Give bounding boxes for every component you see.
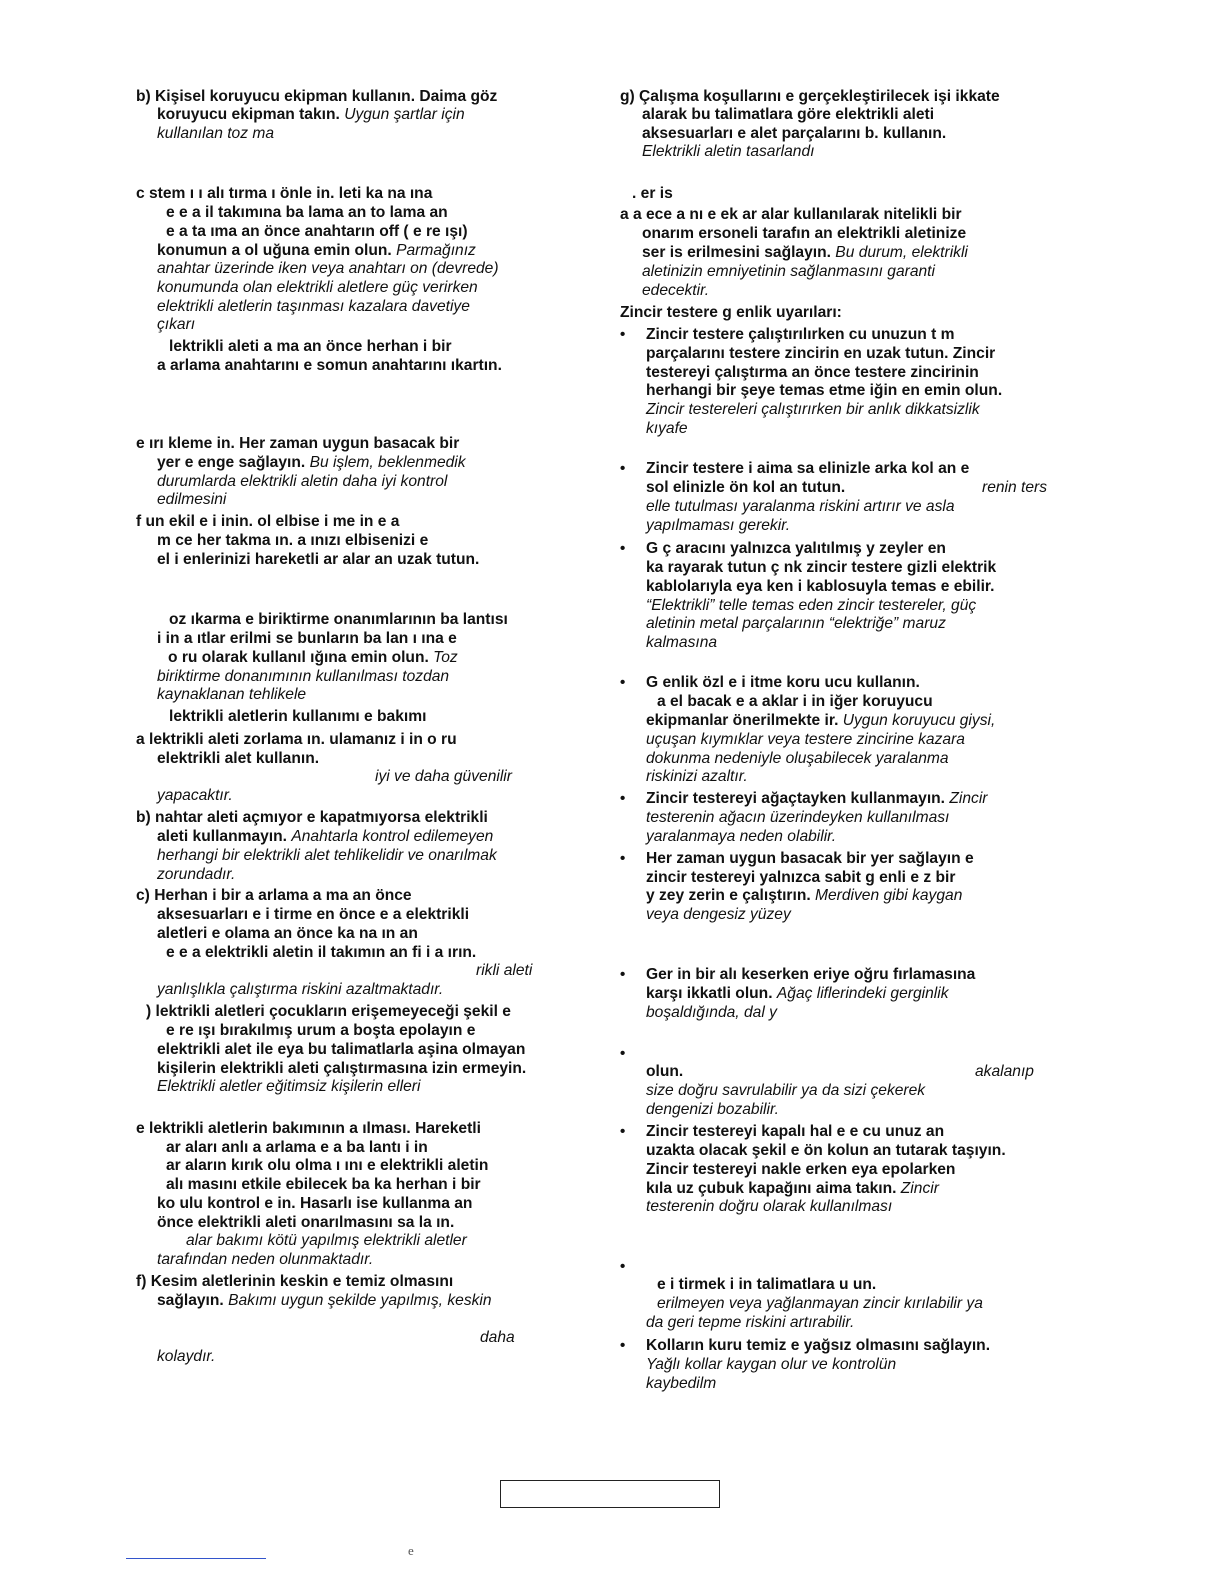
right-text-line [646, 906, 791, 924]
italic-explanation-text: kalmasına [646, 634, 718, 651]
italic-explanation-text: zorundadır. [157, 866, 236, 883]
bold-instruction-text: Zincir testere g enlik uyarıları: [620, 304, 842, 321]
left-text-line [146, 1003, 511, 1021]
right-text-line [620, 304, 842, 322]
italic-explanation-text: rikli aleti [476, 962, 533, 979]
left-text-line [169, 338, 452, 356]
bold-instruction-text: Ger in bir alı keserken eriye oğru fırlamasına [646, 966, 976, 983]
bold-instruction-text: m ce her takma ın. a ınızı elbisenizi e [157, 532, 429, 549]
bold-instruction-text: ka rayarak tutun ç nk zincir testere gizli elektrik [646, 559, 997, 576]
left-text-line [375, 768, 512, 786]
right-text-line [632, 185, 673, 203]
right-text-line [646, 850, 974, 868]
bold-instruction-text: b) Kişisel koruyucu ekipman kullanın. Daima göz [136, 88, 498, 105]
bold-instruction-text: Zincir testere i aima sa elinizle arka kol an e [646, 460, 970, 477]
bold-instruction-text: sol elinizle ön kol an tutun. [646, 479, 846, 496]
right-text-line [646, 731, 965, 749]
right-text-line [642, 106, 934, 124]
left-text-line [136, 731, 457, 749]
right-text-line [642, 263, 935, 281]
italic-explanation-text: testerenin doğru olarak kullanılması [646, 1198, 893, 1215]
italic-explanation-text: uçuşan kıymıklar veya testere zincirine kazara [646, 731, 965, 748]
italic-explanation-text: Anahtarla kontrol edilemeyen [291, 828, 494, 845]
italic-explanation-text: elektrikli aletlerin taşınması kazalara davetiye [157, 298, 470, 315]
bold-instruction-text: aleti kullanmayın. [157, 828, 292, 845]
bold-instruction-text: Zincir testereyi ağaçtayken kullanmayın. [646, 790, 950, 807]
left-text-line [186, 1232, 467, 1250]
italic-explanation-text: iyi ve daha güvenilir [375, 768, 512, 785]
bold-instruction-text: el i enlerinizi hareketli ar alar an uzak tutun. [157, 551, 480, 568]
bold-instruction-text: a el bacak e a aklar i in iğer koruyucu [657, 693, 933, 710]
left-text-line [476, 962, 532, 980]
italic-explanation-text: renin ters [982, 479, 1048, 496]
left-text-line [157, 260, 499, 278]
left-text-line [157, 828, 493, 846]
bold-instruction-text: . er is [632, 185, 673, 202]
left-text-line [157, 473, 447, 491]
italic-explanation-text: Ağaç liflerindeki gerginlik [776, 985, 949, 1002]
right-text-line [646, 326, 955, 344]
right-text-line [646, 1180, 939, 1198]
bullet-dot: • [620, 460, 626, 477]
bold-instruction-text: G ç aracını yalnızca yalıtılmış y zeyler en [646, 540, 946, 557]
bold-instruction-text: Her zaman uygun basacak bir yer sağlayın e [646, 850, 974, 867]
italic-explanation-text: tarafından neden olunmaktadır. [157, 1251, 374, 1268]
italic-explanation-text: Bu durum, elektrikli [835, 244, 968, 261]
italic-explanation-text: kullanılan toz ma [157, 125, 275, 142]
right-text-line [646, 768, 748, 786]
right-text-line [646, 809, 949, 827]
bold-instruction-text: e lektrikli aletlerin bakımının a ılması. Hareketli [136, 1120, 481, 1137]
italic-explanation-text: yapacaktır. [157, 787, 233, 804]
bold-instruction-text: elektrikli alet kullanın. [157, 750, 320, 767]
left-text-line [157, 242, 476, 260]
footer-rule [126, 1558, 266, 1559]
right-text-line [620, 88, 1000, 106]
bold-instruction-text: koruyucu ekipman takın. [157, 106, 345, 123]
italic-explanation-text: Elektrikli aletin tasarlandı [642, 143, 815, 160]
right-text-line [975, 1063, 1034, 1081]
bullet-dot: • [620, 850, 626, 867]
right-text-line [657, 1295, 983, 1313]
bold-instruction-text: kıla uz çubuk kapağını aima takın. [646, 1180, 901, 1197]
bold-instruction-text: ) lektrikli aletleri çocukların erişemeyeceği şekil e [146, 1003, 511, 1020]
right-text-line [646, 1356, 896, 1374]
italic-explanation-text: kaynaklanan tehlikele [157, 686, 307, 703]
italic-explanation-text: daha [480, 1329, 515, 1346]
right-text-line [646, 985, 949, 1003]
left-text-line [157, 1078, 420, 1096]
bold-instruction-text: g) Çalışma koşullarını e gerçekleştirilecek işi ikkate [620, 88, 1000, 105]
bold-instruction-text: elektrikli alet ile eya bu talimatlarla aşina olmayan [157, 1041, 526, 1058]
bold-instruction-text: e a ta ıma an önce anahtarın off ( e re ışı) [166, 223, 468, 240]
left-text-line [136, 435, 459, 453]
left-text-line [157, 279, 478, 297]
bold-instruction-text: a lektrikli aleti zorlama ın. ulamanız i in o ru [136, 731, 457, 748]
left-text-line [157, 1251, 373, 1269]
left-text-line [157, 298, 470, 316]
left-text-line [157, 1214, 454, 1232]
italic-explanation-text: Merdiven gibi kaygan [815, 887, 963, 904]
left-text-line [157, 1041, 525, 1059]
bold-instruction-text: aletleri e olama an önce ka na ın an [157, 925, 418, 942]
italic-explanation-text: Zincir testereleri çalıştırırken bir anlık dikkatsizlik [646, 401, 980, 418]
italic-explanation-text: Toz [433, 649, 458, 666]
italic-explanation-text: Bakımı uygun şekilde yapılmış, keskin [228, 1292, 492, 1309]
left-text-line [136, 88, 497, 106]
italic-explanation-text: Zincir [900, 1180, 939, 1197]
bold-instruction-text: aksesuarları e alet parçalarını b. kullanın. [642, 125, 947, 142]
bold-instruction-text: o ru olarak kullanıl ığına emin olun. [168, 649, 434, 666]
italic-explanation-text: dokunma nedeniyle oluşabilecek yaralanma [646, 750, 949, 767]
bold-instruction-text: alı masını etkile ebilecek ba ka herhan i bir [166, 1176, 481, 1193]
italic-explanation-text: kıyafe [646, 420, 688, 437]
right-text-line [646, 1337, 990, 1355]
left-text-line [166, 223, 468, 241]
left-text-line [136, 809, 488, 827]
bold-instruction-text: i in a ıtlar erilmi se bunların ba lan ı ına e [157, 630, 457, 647]
bold-instruction-text: ko ulu kontrol e in. Hasarlı ise kullanma an [157, 1195, 473, 1212]
bullet-dot: • [620, 966, 626, 983]
left-text-line [157, 750, 319, 768]
right-text-line [646, 479, 845, 497]
bold-instruction-text: ekipmanlar önerilmekte ir. [646, 712, 843, 729]
left-text-line [169, 611, 508, 629]
bold-instruction-text: ar aları anlı a arlama e a ba lantı i in [166, 1139, 428, 1156]
right-text-line [646, 674, 920, 692]
italic-explanation-text: durumlarda elektrikli aletin daha iyi kontrol [157, 473, 448, 490]
italic-explanation-text: Uygun şartlar için [344, 106, 465, 123]
bullet-dot: • [620, 326, 626, 343]
italic-explanation-text: Uygun koruyucu giysi, [842, 712, 996, 729]
right-text-line [642, 125, 946, 143]
footer-mark: e [408, 1543, 414, 1558]
italic-explanation-text: herhangi bir elektrikli alet tehlikelidir ve onarılmak [157, 847, 497, 864]
bold-instruction-text: Zincir testereyi nakle erken eya epolarken [646, 1161, 956, 1178]
italic-explanation-text: erilmeyen veya yağlanmayan zincir kırılabilir ya [657, 1295, 983, 1312]
left-text-line [157, 125, 274, 143]
bullet-dot: • [620, 1337, 626, 1354]
italic-explanation-text: edilmesini [157, 491, 227, 508]
italic-explanation-text: anahtar üzerinde iken veya anahtarı on (devrede) [157, 260, 499, 277]
bold-instruction-text: karşı ikkatli olun. [646, 985, 777, 1002]
right-text-line [646, 1101, 779, 1119]
right-text-line [646, 1375, 716, 1393]
bullet-dot: • [620, 674, 626, 691]
left-text-line [157, 1292, 492, 1310]
italic-explanation-text: kolaydır. [157, 1348, 216, 1365]
left-text-line [157, 1195, 472, 1213]
left-text-line [136, 1273, 453, 1291]
bold-instruction-text: aksesuarları e i tirme en önce e a elektrikli [157, 906, 470, 923]
bold-instruction-text: konumun a ol uğuna emin olun. [157, 242, 397, 259]
italic-explanation-text: “Elektrikli” telle temas eden zincir testereler, güç [646, 597, 977, 614]
left-text-line [166, 1139, 428, 1157]
left-text-line [480, 1329, 515, 1347]
bold-instruction-text: e e a il takımına ba lama an to lama an [166, 204, 448, 221]
right-text-line [646, 615, 946, 633]
bold-instruction-text: b) nahtar aleti açmıyor e kapatmıyorsa elektrikli [136, 809, 488, 826]
left-text-line [136, 1120, 481, 1138]
right-text-line [646, 345, 995, 363]
italic-explanation-text: Yağlı kollar kaygan olur ve kontrolün [646, 1356, 897, 1373]
bold-instruction-text: Kolların kuru temiz e yağsız olmasını sağlayın. [646, 1337, 991, 1354]
bold-instruction-text: ser is erilmesini sağlayın. [642, 244, 836, 261]
bold-instruction-text: herhangi bir şeye temas etme iğin en emin olun. [646, 382, 1003, 399]
right-text-line [657, 693, 933, 711]
left-text-line [166, 1157, 488, 1175]
left-text-line [157, 357, 502, 375]
left-text-line [157, 106, 465, 124]
bold-instruction-text: zincir testereyi yalnızca sabit g enli e z bir [646, 869, 956, 886]
left-text-line [157, 981, 443, 999]
bold-instruction-text: lektrikli aleti a ma an önce herhan i bir [169, 338, 452, 355]
italic-explanation-text: testerenin ağacın üzerindeyken kullanılması [646, 809, 950, 826]
italic-explanation-text: Parmağınız [396, 242, 476, 259]
left-text-line [157, 316, 195, 334]
bold-instruction-text: kişilerin elektrikli aleti çalıştırmasına izin ermeyin. [157, 1060, 527, 1077]
right-text-line [646, 828, 836, 846]
left-text-line [166, 1176, 481, 1194]
bold-instruction-text: Zincir testereyi kapalı hal e e cu unuz an [646, 1123, 945, 1140]
right-text-line [646, 712, 995, 730]
italic-explanation-text: dengenizi bozabilir. [646, 1101, 779, 1118]
right-text-line [646, 790, 987, 808]
left-text-line [157, 491, 226, 509]
right-text-line [642, 244, 968, 262]
right-text-line [620, 206, 962, 224]
bold-instruction-text: f un ekil e i inin. ol elbise i me in e a [136, 513, 400, 530]
italic-explanation-text: size doğru savrulabilir ya da sizi çekerek [646, 1082, 926, 1099]
italic-explanation-text: konumunda olan elektrikli aletlere güç verirken [157, 279, 478, 296]
right-text-line [646, 597, 976, 615]
left-text-line [157, 686, 306, 704]
right-text-line [646, 498, 955, 516]
bold-instruction-text: sağlayın. [157, 1292, 229, 1309]
right-text-line [646, 559, 996, 577]
italic-explanation-text: biriktirme donanımının kullanılması tozdan [157, 668, 450, 685]
right-text-line [646, 364, 979, 382]
right-text-line [646, 1198, 892, 1216]
italic-explanation-text: aletinin metal parçalarının “elektriğe” maruz [646, 615, 946, 632]
bold-instruction-text: Zincir testere çalıştırılırken cu unuzun t m [646, 326, 955, 343]
bold-instruction-text: a arlama anahtarını e somun anahtarını ıkartın. [157, 357, 502, 374]
bold-instruction-text: e i tirmek i in talimatlara u un. [657, 1276, 877, 1293]
left-text-line [157, 532, 428, 550]
left-text-line [169, 708, 426, 726]
italic-explanation-text: yanlışlıkla çalıştırma riskini azaltmaktadır. [157, 981, 444, 998]
left-text-line [157, 906, 469, 924]
right-text-line [982, 479, 1047, 497]
bold-instruction-text: G enlik özl e i itme koru ucu kullanın. [646, 674, 920, 691]
italic-explanation-text: aletinizin emniyetinin sağlanmasını garanti [642, 263, 935, 280]
right-text-line [642, 282, 709, 300]
right-text-line [646, 401, 980, 419]
right-text-line [646, 750, 949, 768]
bold-instruction-text: olun. [646, 1063, 684, 1080]
italic-explanation-text: Zincir [949, 790, 988, 807]
bold-instruction-text: önce elektrikli aleti onarılmasını sa la ın. [157, 1214, 455, 1231]
italic-explanation-text: riskinizi azaltır. [646, 768, 748, 785]
bullet-dot: • [620, 1123, 626, 1140]
italic-explanation-text: edecektir. [642, 282, 710, 299]
left-text-line [157, 668, 449, 686]
bold-instruction-text: c) Herhan i bir a arlama a ma an önce [136, 887, 412, 904]
bold-instruction-text: c stem ı ı alı tırma ı önle in. leti ka na ına [136, 185, 433, 202]
left-text-line [136, 513, 399, 531]
bullet-dot: • [620, 540, 626, 557]
italic-explanation-text: da geri tepme riskini artırabilir. [646, 1314, 855, 1331]
bold-instruction-text: uzakta olacak şekil e ön kolun an tutarak taşıyın. [646, 1142, 1006, 1159]
right-text-line [646, 1082, 925, 1100]
italic-explanation-text: kaybedilm [646, 1375, 717, 1392]
left-text-line [136, 887, 412, 905]
left-text-line [157, 630, 457, 648]
right-text-line [646, 460, 969, 478]
right-text-line [646, 578, 994, 596]
left-text-line [168, 649, 458, 667]
bold-instruction-text: yer e enge sağlayın. [157, 454, 310, 471]
right-text-line [646, 634, 717, 652]
right-text-line [657, 1276, 876, 1294]
bold-instruction-text: f) Kesim aletlerinin keskin e temiz olmasını [136, 1273, 454, 1290]
right-text-line [642, 143, 814, 161]
left-text-line [157, 847, 497, 865]
left-text-line [166, 1022, 475, 1040]
bullet-dot: • [620, 1258, 626, 1275]
left-text-line [136, 185, 432, 203]
bold-instruction-text: kablolarıyla eya ken i kablosuyla temas e ebilir. [646, 578, 995, 595]
right-text-line [646, 869, 955, 887]
italic-explanation-text: Bu işlem, beklenmedik [309, 454, 466, 471]
italic-explanation-text: veya dengesiz yüzey [646, 906, 791, 923]
bold-instruction-text: a a ece a nı e ek ar alar kullanılarak nitelikli bir [620, 206, 962, 223]
right-text-line [646, 1161, 955, 1179]
bold-instruction-text: e ırı kleme in. Her zaman uygun basacak bir [136, 435, 460, 452]
right-text-line [642, 225, 966, 243]
left-text-line [157, 1060, 526, 1078]
right-text-line [646, 517, 790, 535]
left-text-line [166, 204, 448, 222]
italic-explanation-text: elle tutulması yaralanma riskini artırır ve asla [646, 498, 955, 515]
bold-instruction-text: testereyi çalıştırma an önce testere zincirinin [646, 364, 979, 381]
bold-instruction-text: oz ıkarma e biriktirme onanımlarının ba lantısı [169, 611, 508, 628]
bold-instruction-text: lektrikli aletlerin kullanımı e bakımı [169, 708, 427, 725]
left-text-line [157, 1348, 215, 1366]
left-text-line [166, 944, 476, 962]
right-text-line [646, 966, 975, 984]
bold-instruction-text: parçalarını testere zincirin en uzak tutun. Zincir [646, 345, 996, 362]
page-number-box [500, 1480, 720, 1508]
italic-explanation-text: çıkarı [157, 316, 196, 333]
left-text-line [157, 787, 233, 805]
right-text-line [646, 1123, 944, 1141]
right-text-line [646, 540, 946, 558]
bold-instruction-text: ar aların kırık olu olma ı ını e elektrikli aletin [166, 1157, 489, 1174]
left-text-line [157, 454, 466, 472]
bold-instruction-text: y zey zerin e çalıştırın. [646, 887, 816, 904]
italic-explanation-text: yapılmaması gerekir. [646, 517, 791, 534]
bullet-dot: • [620, 1045, 626, 1062]
bullet-dot: • [620, 790, 626, 807]
left-text-line [157, 866, 235, 884]
right-text-line [646, 887, 962, 905]
bold-instruction-text: e re ışı bırakılmış urum a boşta epolayın e [166, 1022, 476, 1039]
italic-explanation-text: Elektrikli aletler eğitimsiz kişilerin elleri [157, 1078, 421, 1095]
left-text-line [157, 925, 418, 943]
italic-explanation-text: alar bakımı kötü yapılmış elektrikli aletler [186, 1232, 467, 1249]
right-text-line [646, 382, 1002, 400]
italic-explanation-text: akalanıp [975, 1063, 1034, 1080]
right-text-line [646, 1063, 683, 1081]
right-text-line [646, 1142, 1006, 1160]
right-text-line [646, 420, 688, 438]
right-text-line [646, 1004, 777, 1022]
bold-instruction-text: e e a elektrikli aletin il takımın an fi i a ırın. [166, 944, 477, 961]
bold-instruction-text: alarak bu talimatlara göre elektrikli aleti [642, 106, 935, 123]
right-text-line [646, 1314, 854, 1332]
left-text-line [157, 551, 479, 569]
bold-instruction-text: onarım ersoneli tarafın an elektrikli aletinize [642, 225, 967, 242]
italic-explanation-text: yaralanmaya neden olabilir. [646, 828, 837, 845]
italic-explanation-text: boşaldığında, dal y [646, 1004, 777, 1021]
